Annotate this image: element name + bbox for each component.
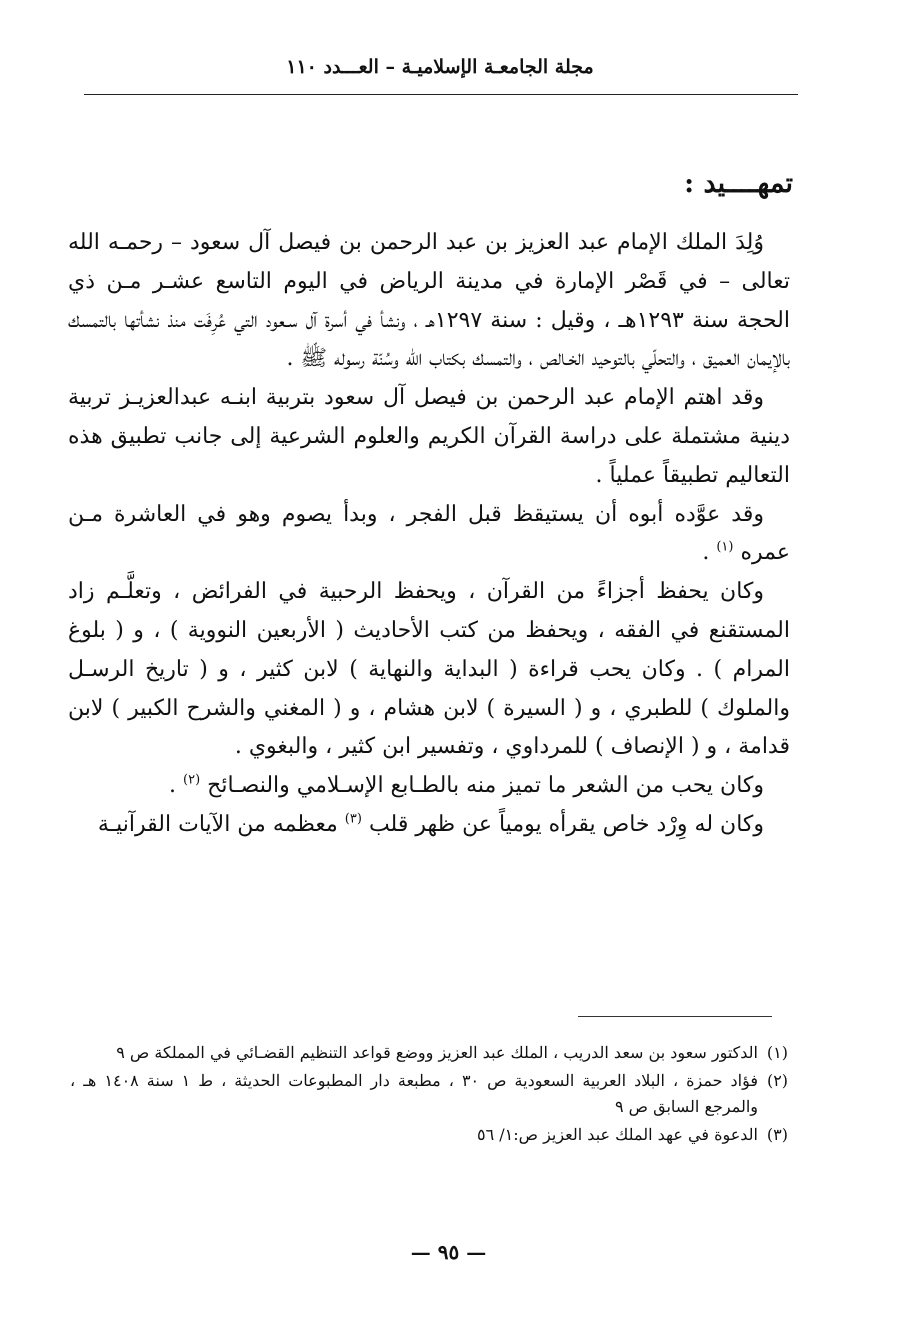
footnote-3 <box>70 1122 788 1149</box>
header-rule <box>84 94 798 95</box>
footnote-number: (٣) <box>766 1124 788 1144</box>
paragraph-6 <box>68 806 790 845</box>
paragraph-5-end: . <box>169 773 177 799</box>
footnotes <box>70 1040 788 1149</box>
section-title: تمهــــيد : <box>684 168 793 199</box>
paragraph-3-end: . <box>702 540 710 566</box>
paragraph-4: وكان يحفظ أجزاءً من القرآن ، ويحفظ الرحبية في الفرائض ، وتعلَّـم زاد المستقنع في الفقه ، ويحفظ من كتب الأحاديث ( الأربعين النووية ) ، و ( بلوغ المرام ) . وكان يحب قراءة ( البداية والنهاية ) لابن كثير ، و ( تاريخ الرسـل والملوك ) للطبري ، و ( السيرة ) لابن هشام ، و ( المغني والشرح الكبير ) لابن قدامة ، و ( الإنصاف ) للمرداوي ، وتفسير ابن كثير ، والبغوي . <box>68 579 790 760</box>
paragraph-6-text: وكان له وِرْد خاص يقرأه يومياً عن ظهر قلب <box>368 811 764 837</box>
paragraph-3 <box>68 496 790 574</box>
footnote-text: فؤاد حمزة ، البلاد العربية السعودية ص ٣٠ ، مطبعة دار المطبوعات الحديثة ، ط ١ سنة ١٤٠٨ هـ ، والمرجع السابق ص ٩ <box>70 1070 759 1116</box>
paragraph-5 <box>68 767 790 806</box>
page-number: — ٩٥ — <box>410 1240 487 1264</box>
footnote-text: الدعوة في عهد الملك عبد العزيز ص:١/ ٥٦ <box>476 1124 758 1144</box>
footnote-text: الدكتور سعود بن سعد الدريب ، الملك عبد العزيز ووضع قواعد التنظيم القضـائي في المملكة ص ٩ <box>116 1043 758 1062</box>
paragraph-1: وُلِدَ الملك الإمام عبد العزيز بن عبد الرحمن بن فيصل آل سعود – رحمـه الله تعالى – في قَصْر الإمارة في مدينة الرياض في اليوم التاسع عشـر مـن ذي الحجة سنة ١٢٩٣هـ ، وقيل : سنة ١٢٩٧هـ ، ونشأ في أسرة آل سـعود التي عُرِفَت منذ نشأتها بالتمسك بالإيمان العميق ، والتحلّي بالتوحيد الخـالص ، والتمسك بكتاب الله وسُنّة رسوله ﷺ . <box>68 230 790 372</box>
running-header: مجلة الجامعـة الإسلاميـة – العـــدد ١١٠ <box>286 56 594 78</box>
body-text <box>68 224 790 845</box>
paragraph-5-text: وكان يحب من الشعر ما تميز منه بالطـابع الإسـلامي والنصـائح <box>207 773 764 799</box>
footnote-ref-2: (٢) <box>183 772 201 788</box>
footnote-2 <box>70 1068 788 1121</box>
footnote-ref-1: (١) <box>716 540 734 556</box>
footnote-ref-3: (٣) <box>344 811 362 827</box>
paragraph-2: وقد اهتم الإمام عبد الرحمن بن فيصل آل سعود بتربية ابنـه عبدالعزيـز تربية دينية مشتملة على دراسة القرآن الكريم والعلوم الشرعية إلى جانب تطبيق هذه التعاليم تطبيقاً عملياً . <box>68 385 790 488</box>
paragraph-6-end: معظمه من الآيات القرآنيـة <box>97 811 338 837</box>
paragraph-3-text: وقد عوَّده أبوه أن يستيقظ قبل الفجر ، وبدأ يصوم وهو في العاشرة مـن عمره <box>68 501 790 566</box>
footnote-separator <box>578 1016 772 1017</box>
footnote-number: (٢) <box>766 1070 789 1090</box>
footnote-number: (١) <box>766 1043 788 1062</box>
footnote-1 <box>70 1040 788 1067</box>
